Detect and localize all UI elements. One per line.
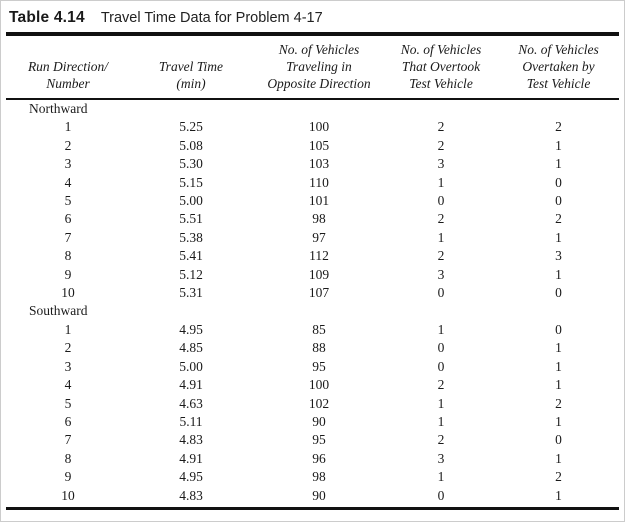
cell-vehicles-opposite-direction: 97 [312, 229, 326, 245]
cell-travel-time-min: 5.08 [179, 137, 203, 153]
header-line: Test Vehicle [526, 76, 591, 91]
cell-vehicles-overtaken-by-test-vehicle: 1 [555, 229, 562, 245]
header-line: Travel Time [158, 59, 224, 74]
table-row [9, 339, 618, 357]
cell-vehicles-overtaken-by-test-vehicle: 0 [555, 193, 562, 209]
cell-vehicles-opposite-direction: 95 [312, 432, 326, 448]
cell-vehicles-opposite-direction: 88 [312, 340, 326, 356]
table-row [9, 487, 618, 505]
cell-vehicles-opposite-direction: 100 [308, 377, 330, 393]
cell-vehicles-overtaken-by-test-vehicle: 2 [555, 211, 562, 227]
table-row [9, 413, 618, 431]
table-row [9, 155, 618, 173]
column-header-travel-time-min [127, 36, 255, 98]
cell-vehicles-overtaken-by-test-vehicle: 2 [555, 469, 562, 485]
table-row [9, 137, 618, 155]
cell-run-direction-number: 9 [64, 469, 72, 485]
cell-run-direction-number: 4 [64, 377, 72, 393]
cell-run-direction-number: 3 [64, 358, 72, 374]
table-row [9, 210, 618, 228]
cell-vehicles-overtaken-by-test-vehicle: 1 [555, 450, 562, 466]
cell-vehicles-overtaken-by-test-vehicle: 1 [555, 413, 562, 429]
cell-travel-time-min: 5.12 [179, 266, 203, 282]
cell-vehicles-overtaken-by-test-vehicle: 1 [555, 156, 562, 172]
cell-vehicles-overtook-test-vehicle: 1 [437, 413, 445, 429]
header-line: No. of Vehicles [278, 42, 360, 57]
cell-run-direction-number: 6 [64, 413, 72, 429]
cell-travel-time-min: 4.95 [179, 469, 203, 485]
header-line: Opposite Direction [267, 76, 371, 91]
cell-vehicles-overtaken-by-test-vehicle: 3 [555, 248, 562, 264]
cell-vehicles-overtook-test-vehicle: 2 [437, 137, 445, 153]
cell-run-direction-number: 2 [64, 137, 72, 153]
table-title-row [1, 1, 624, 28]
cell-run-direction-number: 10 [61, 487, 75, 503]
table-row [9, 174, 618, 192]
header-line: Test Vehicle [409, 76, 473, 91]
cell-travel-time-min: 5.41 [179, 248, 203, 264]
cell-run-direction-number: 2 [64, 340, 72, 356]
cell-run-direction-number: 4 [64, 174, 72, 190]
cell-vehicles-overtook-test-vehicle: 2 [437, 119, 445, 135]
cell-vehicles-overtook-test-vehicle: 2 [437, 377, 445, 393]
cell-run-direction-number: 1 [64, 119, 72, 135]
section-label: Northward [29, 101, 88, 116]
header-line: Overtaken by [522, 59, 595, 74]
bottom-rule [6, 507, 619, 510]
cell-run-direction-number: 8 [64, 450, 72, 466]
table-row [9, 118, 618, 136]
cell-vehicles-opposite-direction: 98 [312, 469, 326, 485]
table-row [9, 431, 618, 449]
cell-travel-time-min: 4.83 [179, 432, 203, 448]
table-row [9, 247, 618, 265]
table-body [9, 100, 618, 505]
cell-travel-time-min: 4.83 [179, 487, 203, 503]
cell-vehicles-overtook-test-vehicle: 0 [437, 487, 445, 503]
cell-vehicles-opposite-direction: 112 [309, 248, 329, 264]
cell-vehicles-opposite-direction: 110 [309, 174, 329, 190]
cell-vehicles-overtaken-by-test-vehicle: 2 [555, 395, 562, 411]
cell-vehicles-opposite-direction: 95 [312, 358, 326, 374]
travel-time-data-body [9, 100, 618, 505]
cell-vehicles-overtook-test-vehicle: 1 [437, 229, 445, 245]
cell-vehicles-overtook-test-vehicle: 0 [437, 285, 445, 301]
table-row [9, 376, 618, 394]
cell-travel-time-min: 5.30 [179, 156, 203, 172]
cell-vehicles-opposite-direction: 100 [308, 119, 330, 135]
cell-vehicles-overtaken-by-test-vehicle: 1 [555, 377, 562, 393]
cell-travel-time-min: 4.91 [179, 377, 203, 393]
cell-travel-time-min: 5.31 [179, 285, 203, 301]
header-line: Run Direction/ [27, 59, 109, 74]
cell-vehicles-overtook-test-vehicle: 1 [437, 174, 445, 190]
cell-vehicles-overtook-test-vehicle: 0 [437, 358, 445, 374]
table-row [9, 358, 618, 376]
section-label: Southward [29, 303, 88, 319]
table-row [9, 468, 618, 486]
cell-vehicles-opposite-direction: 103 [308, 156, 330, 172]
cell-vehicles-overtook-test-vehicle: 3 [437, 156, 445, 172]
cell-vehicles-opposite-direction: 101 [308, 193, 330, 209]
cell-travel-time-min: 4.63 [179, 395, 203, 411]
cell-vehicles-opposite-direction: 98 [312, 211, 326, 227]
table-row [9, 266, 618, 284]
header-line: Number [46, 76, 90, 91]
cell-run-direction-number: 7 [64, 229, 72, 245]
cell-vehicles-overtook-test-vehicle: 2 [437, 248, 445, 264]
column-header-vehicles-overtaken-by-test-vehicle [499, 36, 618, 98]
header-line: That Overtook [401, 59, 481, 74]
header-line: Traveling in [286, 59, 352, 74]
table-row [9, 395, 618, 413]
cell-vehicles-overtook-test-vehicle: 2 [437, 211, 445, 227]
cell-vehicles-overtaken-by-test-vehicle: 1 [555, 266, 562, 282]
cell-run-direction-number: 8 [64, 248, 72, 264]
cell-vehicles-overtaken-by-test-vehicle: 1 [555, 137, 562, 153]
cell-vehicles-opposite-direction: 90 [312, 487, 326, 503]
cell-travel-time-min: 5.00 [179, 193, 203, 209]
cell-travel-time-min: 4.91 [179, 450, 203, 466]
header-line: No. of Vehicles [400, 42, 482, 57]
cell-vehicles-overtook-test-vehicle: 1 [437, 321, 445, 337]
cell-run-direction-number: 6 [64, 211, 72, 227]
cell-run-direction-number: 3 [64, 156, 72, 172]
table-number: Table 4.14 [9, 9, 85, 26]
header-line: (min) [176, 76, 206, 91]
cell-vehicles-overtook-test-vehicle: 3 [437, 450, 445, 466]
cell-run-direction-number: 7 [64, 432, 72, 448]
cell-travel-time-min: 5.51 [179, 211, 203, 227]
cell-travel-time-min: 5.11 [179, 413, 203, 429]
cell-travel-time-min: 4.85 [179, 340, 203, 356]
cell-vehicles-opposite-direction: 90 [312, 413, 326, 429]
cell-vehicles-opposite-direction: 96 [312, 450, 326, 466]
cell-travel-time-min: 5.25 [179, 119, 203, 135]
cell-vehicles-overtaken-by-test-vehicle: 0 [555, 321, 562, 337]
cell-run-direction-number: 1 [64, 321, 72, 337]
table-caption: Travel Time Data for Problem 4-17 [100, 10, 323, 26]
cell-vehicles-opposite-direction: 107 [308, 285, 330, 301]
cell-run-direction-number: 9 [64, 266, 72, 282]
table-row [9, 321, 618, 339]
cell-travel-time-min: 5.15 [179, 174, 203, 190]
header-row [9, 36, 618, 98]
table-row [9, 192, 618, 210]
cell-vehicles-overtook-test-vehicle: 0 [437, 193, 445, 209]
section-row-northward [9, 100, 618, 118]
cell-vehicles-opposite-direction: 105 [308, 137, 330, 153]
table-row [9, 450, 618, 468]
cell-run-direction-number: 10 [61, 285, 75, 301]
cell-vehicles-overtaken-by-test-vehicle: 0 [555, 432, 562, 448]
column-header-vehicles-overtook-test-vehicle [383, 36, 499, 98]
table-header [9, 36, 618, 98]
table-row [9, 229, 618, 247]
cell-run-direction-number: 5 [64, 193, 72, 209]
cell-vehicles-overtaken-by-test-vehicle: 1 [555, 340, 562, 356]
header-line: No. of Vehicles [518, 42, 599, 57]
column-header-run-direction-number [9, 36, 127, 98]
cell-run-direction-number: 5 [64, 395, 72, 411]
cell-travel-time-min: 5.00 [179, 358, 203, 374]
cell-vehicles-opposite-direction: 85 [312, 321, 326, 337]
cell-vehicles-overtook-test-vehicle: 1 [437, 469, 445, 485]
cell-vehicles-overtook-test-vehicle: 3 [437, 266, 445, 282]
cell-vehicles-overtaken-by-test-vehicle: 1 [555, 487, 562, 503]
cell-travel-time-min: 5.38 [179, 229, 203, 245]
cell-vehicles-overtook-test-vehicle: 2 [437, 432, 445, 448]
cell-vehicles-overtook-test-vehicle: 1 [437, 395, 445, 411]
section-row-southward [9, 302, 618, 320]
table-row [9, 284, 618, 302]
cell-vehicles-overtaken-by-test-vehicle: 2 [555, 119, 562, 135]
travel-time-data-table [9, 36, 618, 98]
column-header-vehicles-opposite-direction [255, 36, 383, 98]
cell-vehicles-overtook-test-vehicle: 0 [437, 340, 445, 356]
cell-vehicles-opposite-direction: 109 [308, 266, 330, 282]
cell-travel-time-min: 4.95 [179, 321, 203, 337]
cell-vehicles-opposite-direction: 102 [308, 395, 330, 411]
cell-vehicles-overtaken-by-test-vehicle: 0 [555, 285, 562, 301]
cell-vehicles-overtaken-by-test-vehicle: 0 [555, 174, 562, 190]
cell-vehicles-overtaken-by-test-vehicle: 1 [555, 358, 562, 374]
